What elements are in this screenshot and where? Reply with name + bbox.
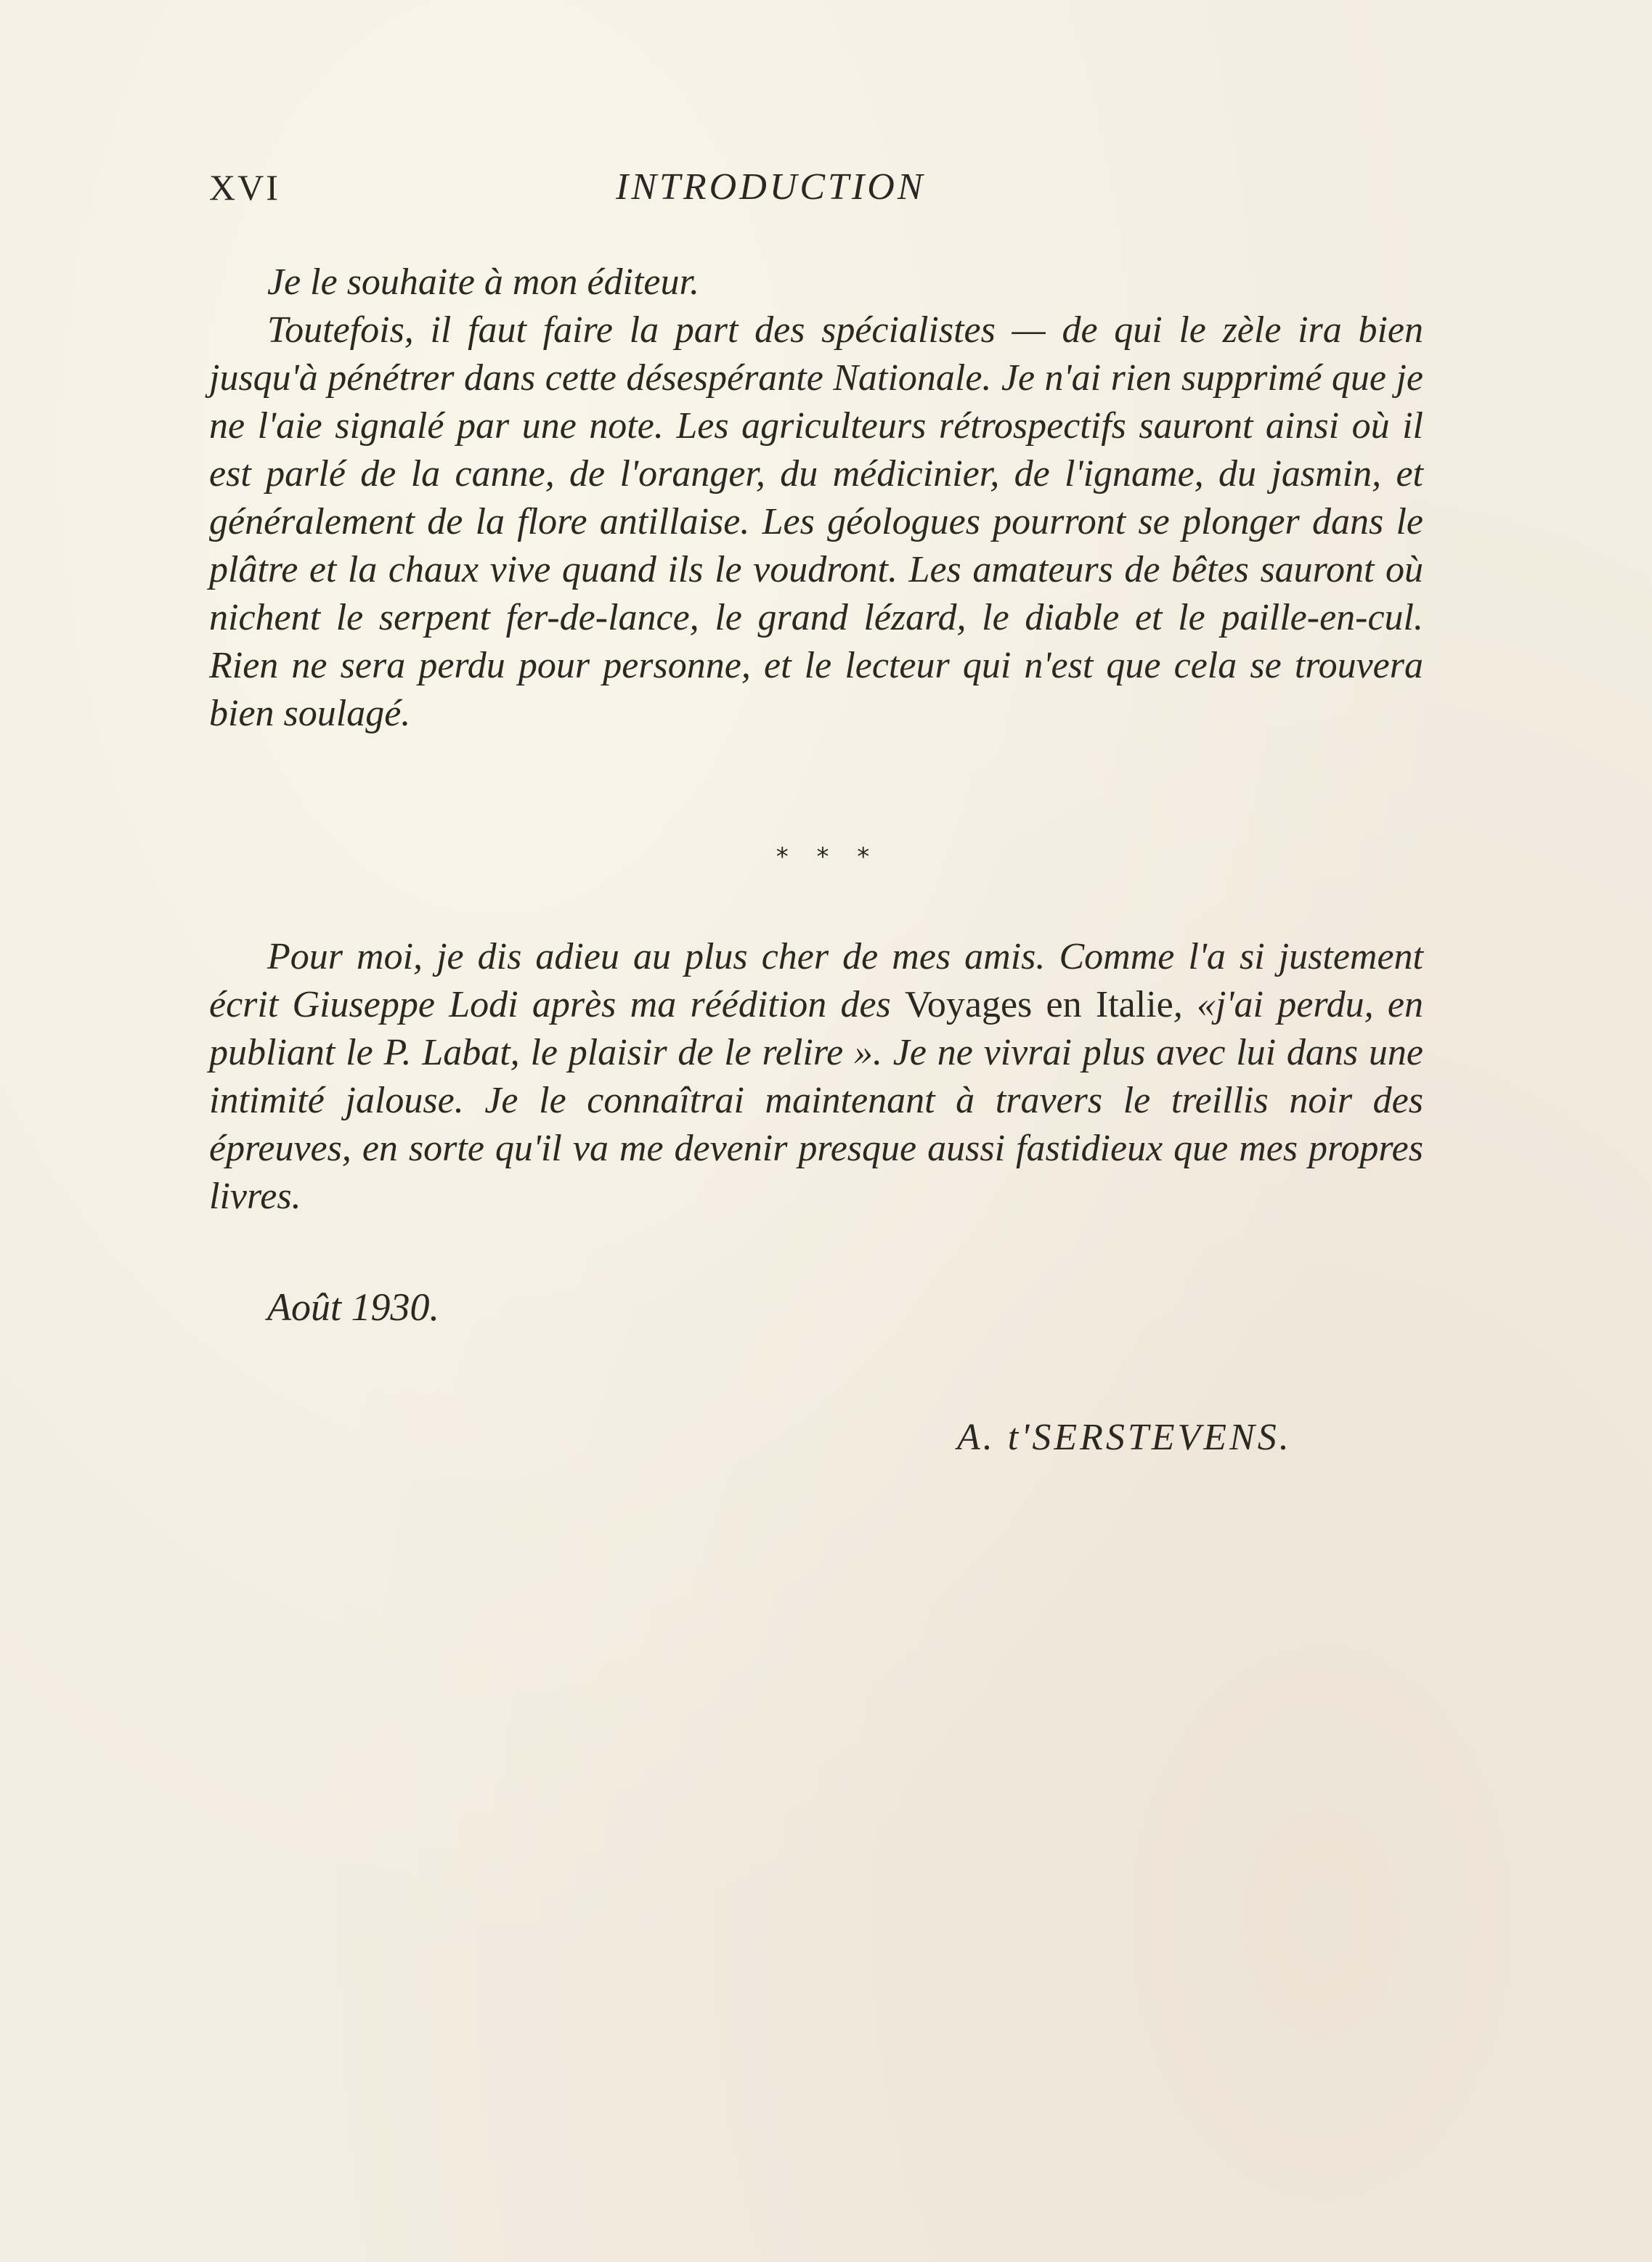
section-ornament: * * * [776,842,880,871]
book-title-roman: Voyages en Italie [905,984,1173,1025]
author-signature: A. t'SERSTEVENS. [957,1417,1292,1458]
running-title: INTRODUCTION [616,166,926,208]
paragraph-1: Je le souhaite à mon éditeur. [267,261,699,303]
paragraph-3-part-b: , «j'ai perdu, en publiant le P. Labat, le plaisir de le relire ». Je ne vivrai plus avec lui dans une intimité jalouse. Je le connaîtrai maintenant à travers le treillis noir des épreuves, en sorte qu'il va me devenir presque aussi fastidieux que mes propres livres. [209,984,1423,1217]
paragraph-3-part-a: Pour moi, je dis adieu au plus cher de mes amis. Comme l'a si justement écrit Giuseppe Lodi après ma réédition des [209,936,1423,1025]
page-number: XVI [209,167,280,208]
dateline: Août 1930. [267,1285,439,1329]
paragraph-3 [209,933,1423,1221]
main-text-block [209,259,1423,738]
running-head [209,158,1429,216]
closing-text-block [209,933,1423,1221]
paragraph-2: Toutefois, il faut faire la part des spécialistes — de qui le zèle ira bien jusqu'à pénétrer dans cette désespérante Nationale. Je n'ai rien supprimé que je ne l'aie signalé par une note. Les agriculteurs rétrospectifs sauront ainsi où il est parlé de la canne, de l'oranger, du médicinier, de l'igname, du jasmin, et généralement de la flore antillaise. Les géologues pourront se plonger dans le plâtre et la chaux vive quand ils le voudront. Les amateurs de bêtes sauront où nichent le serpent fer-de-lance, le grand lézard, le diable et le paille-en-cul. Rien ne sera perdu pour personne, et le lecteur qui n'est que cela se trouvera bien soulagé. [209,309,1423,734]
